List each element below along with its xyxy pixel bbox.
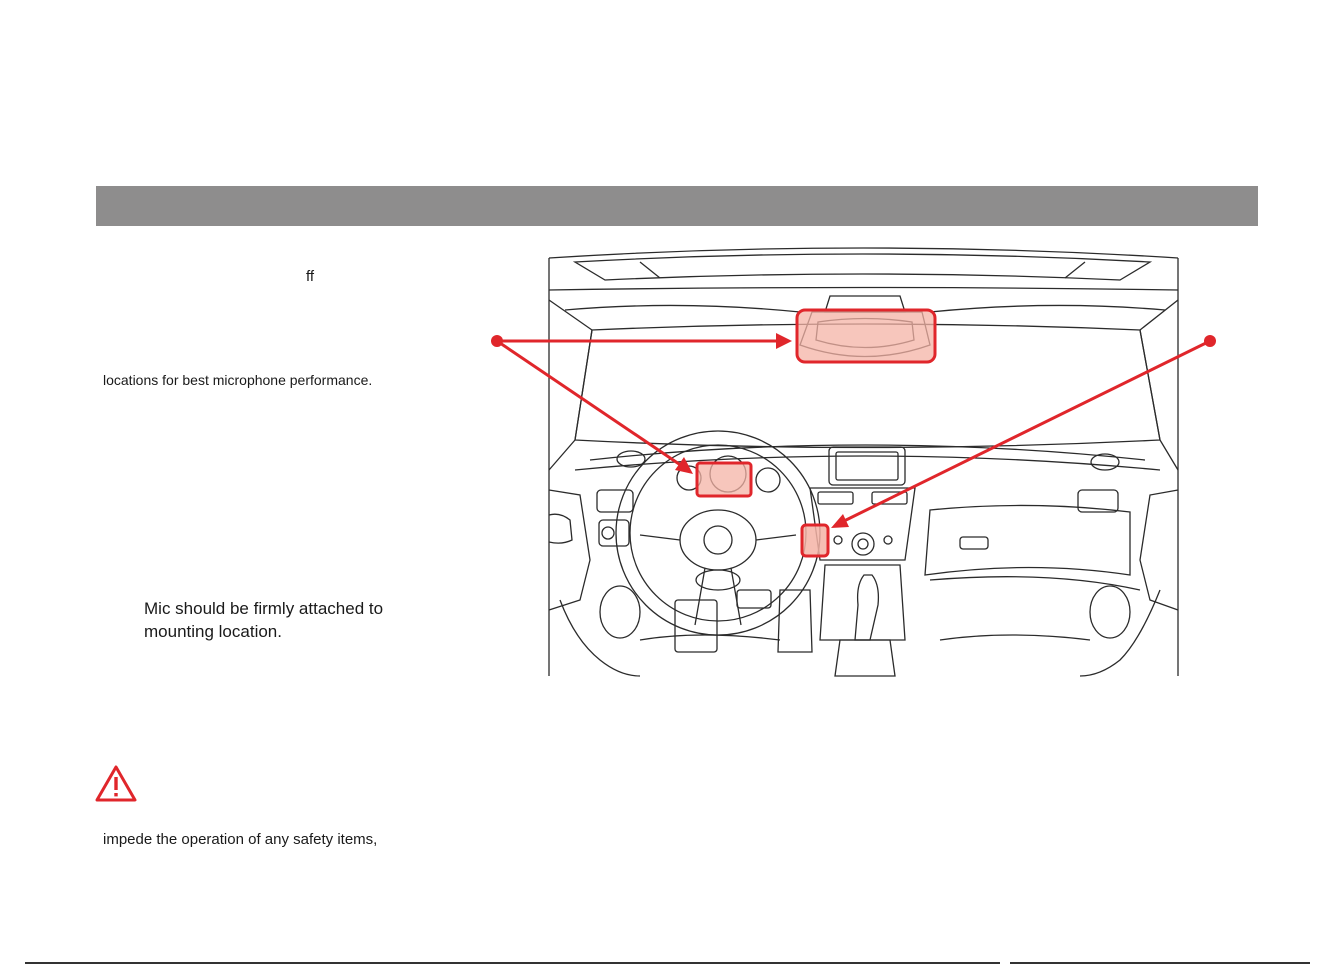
text-impede-line: impede the operation of any safety items, xyxy=(103,831,378,848)
text-locations-line: locations for best microphone performance. xyxy=(103,372,373,388)
arrow-to-center-stack xyxy=(842,341,1210,522)
arrow-to-cluster xyxy=(497,341,682,466)
highlight-cluster xyxy=(697,463,751,496)
mic-note-line-1: Mic should be firmly attached to xyxy=(144,599,384,618)
highlight-center-stack xyxy=(802,525,828,556)
footer-rule-right xyxy=(1010,962,1310,964)
text-fragment-ff: ff xyxy=(306,268,315,285)
mic-note-line-2: mounting location. xyxy=(144,622,282,641)
highlight-mirror xyxy=(797,310,935,362)
footer-rule xyxy=(25,962,1000,964)
